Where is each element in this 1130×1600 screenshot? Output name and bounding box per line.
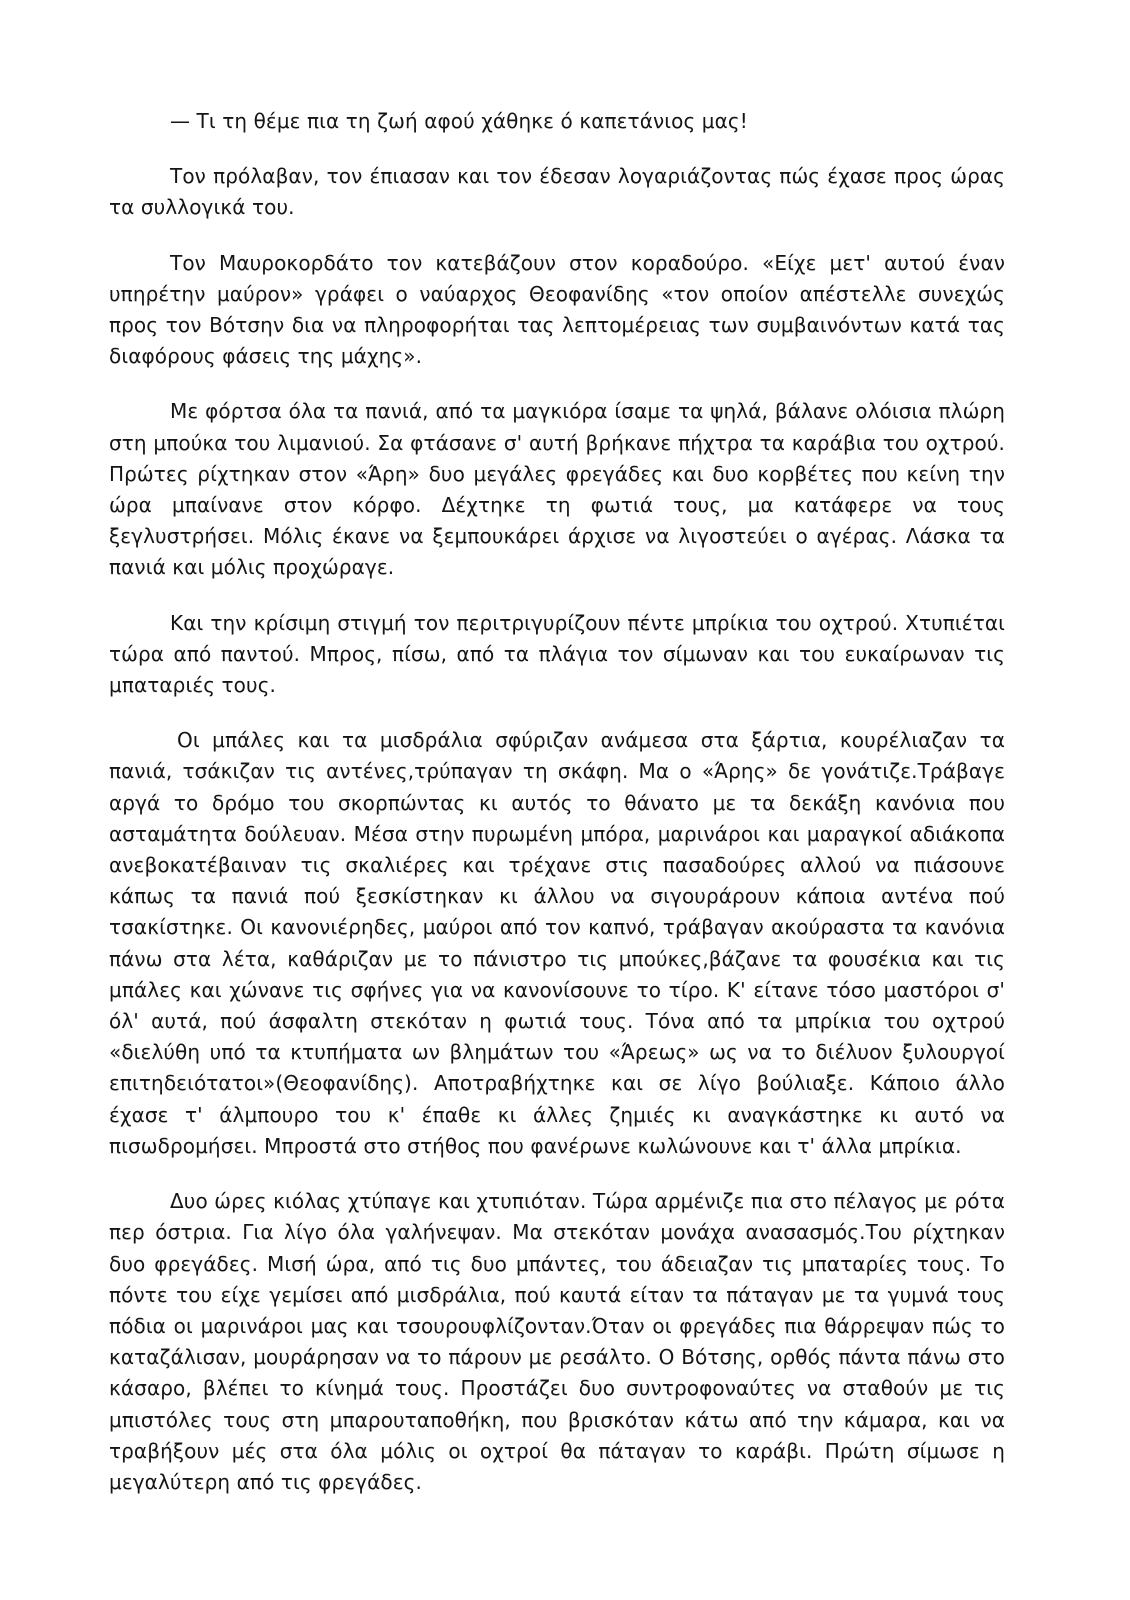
paragraph-harbor-entry: Με φόρτσα όλα τα πανιά, από τα μαγκιόρα ίσαμε τα ψηλά, βάλανε ολόισια πλώρη στη μπούκα του λιμανιού. Σα φτάσανε σ' αυτή βρήκανε πήχτρα τα καράβια του οχτρού. Πρώτες ρίχτηκαν στον «Άρη» δυο μεγάλες φρεγάδες και δυο κορβέτες που κείνη την ώρα μπαίνανε στον κόρφο. Δέχτηκε τη φωτιά τους, μα κατάφερε να τους ξεγλυστρήσει. Μόλις έκανε να ξεμπουκάρει άρχισε να λιγοστεύει ο αγέρας. Λάσκα τα πανιά και μόλις προχώραγε. — [109, 399, 1005, 580]
paragraph-battle: Οι μπάλες και τα μισδράλια σφύριζαν ανάμεσα στα ξάρτια, κουρέλιαζαν τα πανιά, τσάκιζαν τις αντένες,τρύπαγαν τη σκάφη. Μα ο «Άρης» δε γονάτιζε.Τράβαγε αργά το δρόμο του σκορπώντας κι αυτός το θάνατο με τα δεκάξη κανόνια που ασταμάτητα δούλευαν. Μέσα στην πυρωμένη μπόρα, μαρινάροι και μαραγκοί αδιάκοπα ανεβοκατέβαιναν τις σκαλιέρες και τρέχανε στις πασαδούρες αλλού να πιάσουνε κάπως τα πανιά πού ξεσκίστηκαν κι άλλου να σιγουράρουν κάποια αντένα πού τσακίστηκε. Οι κανονιέρηδες, μαύροι από τον καπνό, τράβαγαν ακούραστα τα κανόνια πάνω στα λέτα, καθάριζαν με το πάνιστρο τις μπούκες,βάζανε τα φουσέκια και τις μπάλες και χώνανε τις σφήνες για να κανονίσουνε το τίρο. Κ' είτανε τόσο μαστόροι σ' όλ' αυτά, πού άσφαλτη στεκόταν η φωτιά τους. Τόνα από τα μπρίκια του οχτρού «διελύθη υπό τα κτυπήματα ων βλημάτων του «Άρεως» ως να το διέλυον ξυλουργοί επιτηδειότατοι»(Θεοφανίδης). Αποτραβήχτηκε και σε λίγο βούλιαξε. Κάποιο άλλο έχασε τ' άλμπουρο του κ' έπαθε κι άλλες ζημιές κι αναγκάστηκε κι αυτό να πισωδρομήσει. Μπροστά στο στήθος που φανέρωνε κωλώνουνε και τ' άλλα μπρίκια. — [109, 728, 1005, 1158]
paragraph-surrounded: Και την κρίσιμη στιγμή τον περιτριγυρίζουν πέντε μπρίκια του οχτρού. Χτυπιέται τώρα από παντού. Μπρος, πίσω, από τα πλάγια τον σίμωναν και του ευκαίρωναν τις μπαταριές τους. — [109, 610, 1005, 698]
paragraph-dialogue: — Τι τη θέμε πια τη ζωή αφού χάθηκε ό καπετάνιος μας! — [170, 109, 748, 133]
paragraph-frigates: Δυο ώρες κιόλας χτύπαγε και χτυπιόταν. Τώρα αρμένιζε πια στο πέλαγος με ρότα περ όστρια. Για λίγο όλα γαλήνεψαν. Μα στεκόταν μονάχα ανασασμός.Του ρίχτηκαν δυο φρεγάδες. Μισή ώρα, από τις δυο μπάντες, του άδειαζαν τις μπαταρίες τους. Το πόντε του είχε γεμίσει από μισδράλια, πού καυτά είταν τα πάταγαν με τα γυμνά τους πόδια οι μαρινάροι μας και τσουρουφλίζονταν.Όταν οι φρεγάδες πια θάρρεψαν πώς το καταζάλισαν, μουράρησαν να το πάρουν με ρεσάλτο. Ο Βότσης, ορθός πάντα πάνω στο κάσαρο, βλέπει το κίνημά τους. Προστάζει δυο συντροφοναύτες να σταθούν με τις μπιστόλες τους στη μπαρουταποθήκη, που βρισκόταν κάτω από την κάμαρα, και να τραβήξουν μές στα όλα μόλις οι οχτροί θα πάταγαν το καράβι. Πρώτη σίμωσε η μεγαλύτερη από τις φρεγάδες. — [109, 1189, 1005, 1494]
paragraph-mavrokordatos: Τον Μαυροκορδάτο τον κατεβάζουν στον κοραδούρο. «Είχε μετ' αυτού έναν υπηρέτην μαύρον» γράφει ο ναύαρχος Θεοφανίδης «τον οποίον απέστελλε συνεχώς προς τον Βότσην δια να πληροφορήται τας λεπτομέρειας των συμβαινόντων κατά τας διαφόρους φάσεις της μάχης». — [109, 250, 1005, 369]
paragraph-captured: Τον πρόλαβαν, τον έπιασαν και τον έδεσαν λογαριάζοντας πώς έχασε προς ώρας τα συλλογικά του. — [109, 164, 1005, 220]
